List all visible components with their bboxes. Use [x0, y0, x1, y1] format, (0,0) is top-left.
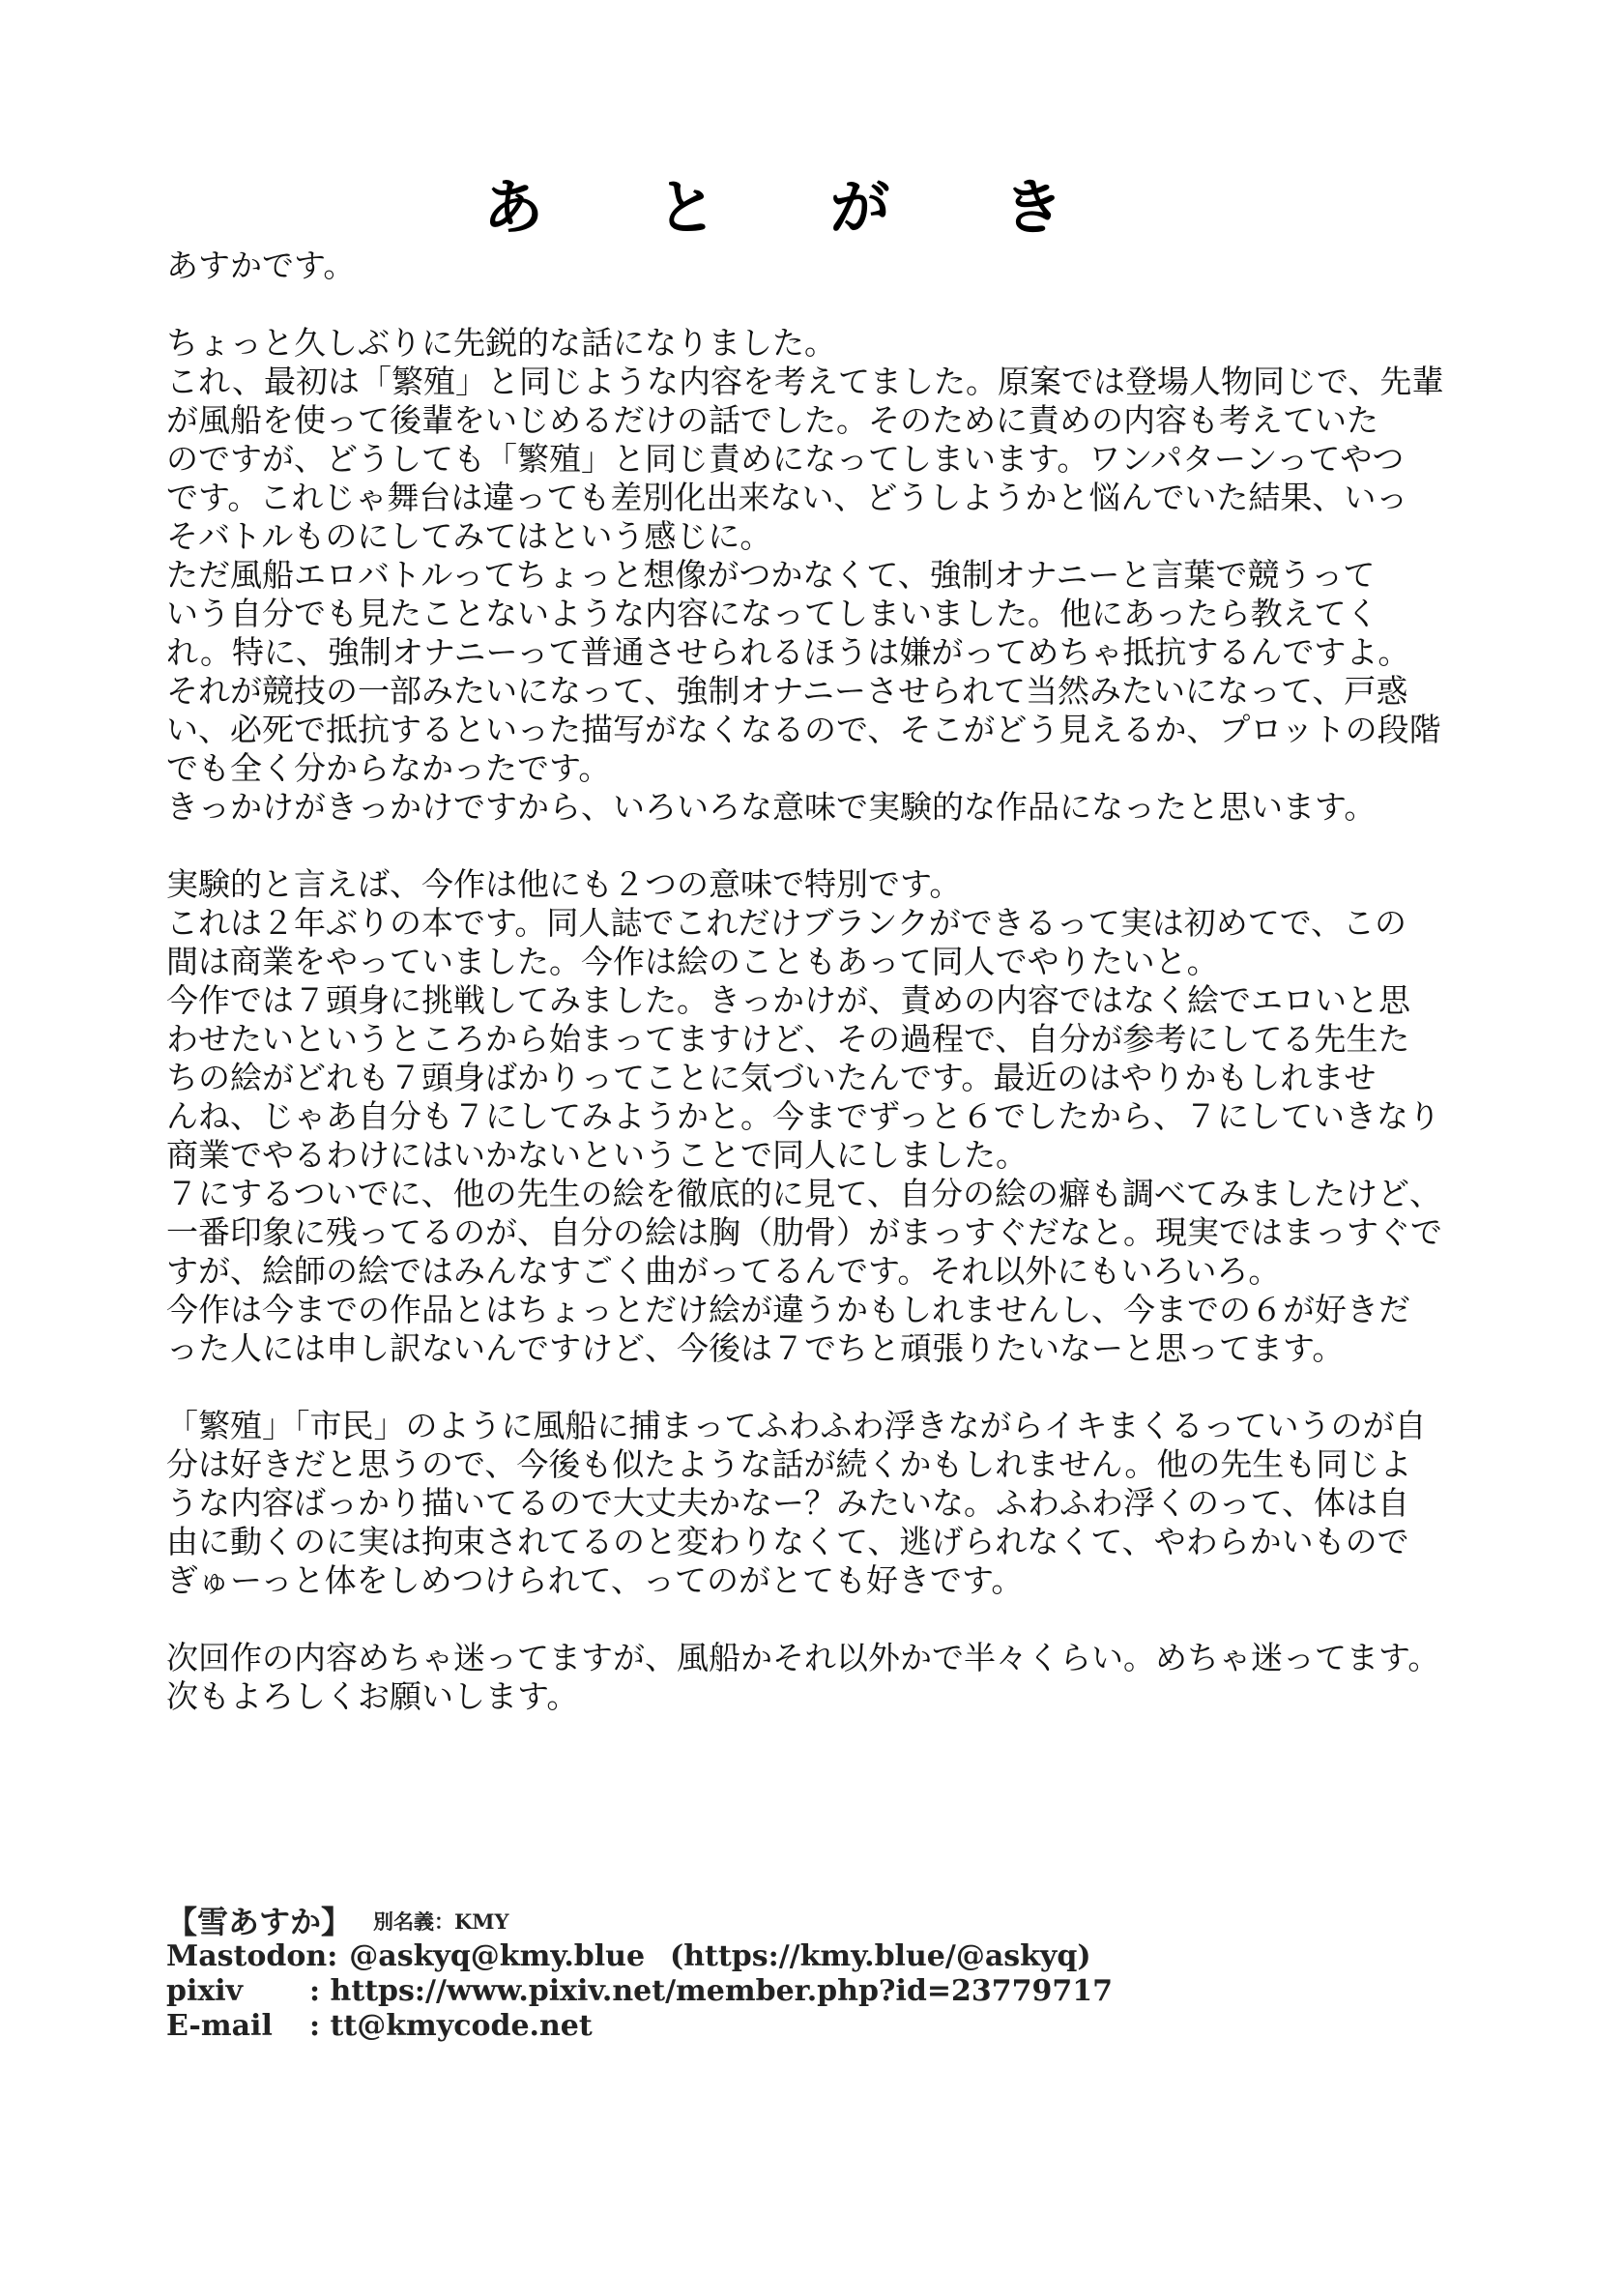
paragraph-gap	[166, 1368, 1495, 1407]
text-line: い、必死で抵抗するといった描写がなくなるので、そこがどう見えるか、プロットの段階	[166, 711, 1441, 748]
text-line: 分は好きだと思うので、今後も似たような話が続くかもしれません。他の先生も同じよ	[166, 1445, 1412, 1483]
text-line: でも全く分からなかったです。	[166, 749, 611, 787]
text-line: 一番印象に残ってるのが、自分の絵は胸（肋骨）がまっすぐだなと。現実ではまっすぐで	[166, 1213, 1442, 1251]
text-line: れ。特に、強制オナニーって普通させられるほうは嫌がってめちゃ抵抗するんですよ。	[166, 633, 1410, 671]
text-line: すが、絵師の絵ではみんなすごく曲がってるんです。それ以外にもいろいろ。	[166, 1252, 1281, 1290]
title-char: が	[829, 172, 890, 243]
mastodon-handle: @askyq@kmy.blue	[349, 1939, 646, 1973]
email-label: E-mail	[166, 2009, 273, 2043]
author-alias: 別名義：KMY	[373, 1909, 509, 1934]
text-line: いう自分でも見たことないような内容になってしまいました。他にあったら教えてく	[166, 595, 1378, 632]
pixiv-row	[166, 1974, 1423, 2009]
page-title	[483, 174, 1063, 242]
mastodon-label: Mastodon:	[166, 1939, 338, 1973]
text-line: 由に動くのに実は拘束されてるのと変わりなくて、逃げられなくて、やわらかいもので	[166, 1523, 1409, 1560]
text-line: 間は商業をやっていました。今作は絵のこともあって同人でやりたいと。	[166, 943, 1219, 980]
text-line: きっかけがきっかけですから、いろいろな意味で実験的な作品になったと思います。	[166, 788, 1377, 826]
paragraph	[166, 1639, 1495, 1716]
mastodon-url: (https://kmy.blue/@askyq)	[670, 1939, 1091, 1973]
author-info	[166, 1905, 1423, 2044]
paragraph-gap	[166, 827, 1495, 865]
email-row	[166, 2009, 1423, 2044]
title-char: あ	[483, 172, 544, 243]
text-line: ぎゅーっと体をしめつけられて、ってのがとても好きです。	[166, 1561, 1024, 1599]
text-line: あすかです。	[166, 247, 356, 284]
text-line: 実験的と言えば、今作は他にも２つの意味で特別です。	[166, 865, 962, 903]
text-line: 商業でやるわけにはいかないということで同人にしました。	[166, 1136, 1028, 1174]
paragraph	[166, 865, 1495, 1368]
mastodon-row	[166, 1939, 1423, 1974]
paragraph-gap	[166, 285, 1495, 324]
text-line: 次回作の内容めちゃ迷ってますが、風船かそれ以外かで半々くらい。めちゃ迷ってます。	[166, 1639, 1440, 1676]
paragraph	[166, 324, 1495, 827]
text-line: 今作では７頭身に挑戦してみました。きっかけが、責めの内容ではなく絵でエロいと思	[166, 981, 1410, 1019]
text-line: それが競技の一部みたいになって、強制オナニーさせられて当然みたいになって、戸惑	[166, 672, 1408, 710]
text-line: うな内容ばっかり描いてるので大丈夫かなー？みたいな。ふわふわ浮くのって、体は自	[166, 1484, 1410, 1522]
text-line: これは２年ぶりの本です。同人誌でこれだけブランクができるって実は初めてで、この	[166, 904, 1407, 942]
email-address: : tt@kmycode.net	[309, 2009, 593, 2043]
text-line: 「繁殖」「市民」のように風船に捕まってふわふわ浮きながらイキまくるっていうのが自	[166, 1407, 1427, 1444]
text-line: わせたいというところから始まってますけど、その過程で、自分が参考にしてる先生た	[166, 1020, 1410, 1058]
title-char: と	[656, 172, 717, 243]
paragraph	[166, 247, 1495, 285]
text-line: です。これじゃ舞台は違っても差別化出来ない、どうしようかと悩んでいた結果、いっ	[166, 479, 1408, 516]
text-line: これ、最初は「繁殖」と同じような内容を考えてました。原案では登場人物同じで、先輩	[166, 363, 1444, 400]
text-line: そバトルものにしてみてはという感じに。	[166, 517, 772, 555]
text-line: った人には申し訳ないんですけど、今後は７でちと頑張りたいなーと思ってます。	[166, 1329, 1345, 1367]
text-line: ちょっと久しぶりに先鋭的な話になりました。	[166, 324, 836, 362]
text-line: んね、じゃあ自分も７にしてみようかと。今までずっと６でしたから、７にしていきなり	[166, 1097, 1441, 1135]
pixiv-label: pixiv	[166, 1974, 244, 2008]
text-line: が風船を使って後輩をいじめるだけの話でした。そのために責めの内容も考えていた	[166, 401, 1378, 439]
text-line: 次もよろしくお願いします。	[166, 1677, 579, 1715]
author-name: 【雪あすか】	[166, 1904, 353, 1940]
text-line: ちの絵がどれも７頭身ばかりってことに気づいたんです。最近のはやりかもしれませ	[166, 1059, 1377, 1096]
paragraph-gap	[166, 1600, 1495, 1639]
afterword-body	[166, 247, 1495, 1716]
pixiv-url: : https://www.pixiv.net/member.php?id=23779717	[309, 1974, 1114, 2008]
text-line: のですが、どうしても「繁殖」と同じ責めになってしまいます。ワンパターンってやつ	[166, 440, 1405, 478]
paragraph	[166, 1407, 1495, 1600]
text-line: ただ風船エロバトルってちょっと想像がつかなくて、強制オナニーと言葉で競うって	[166, 556, 1376, 594]
title-char: き	[1002, 172, 1063, 243]
text-line: 今作は今までの作品とはちょっとだけ絵が違うかもしれませんし、今までの６が好きだ	[166, 1291, 1410, 1328]
text-line: ７にするついでに、他の先生の絵を徹底的に見て、自分の絵の癖も調べてみましたけど、	[166, 1175, 1442, 1212]
author-name-row	[166, 1905, 1423, 1939]
